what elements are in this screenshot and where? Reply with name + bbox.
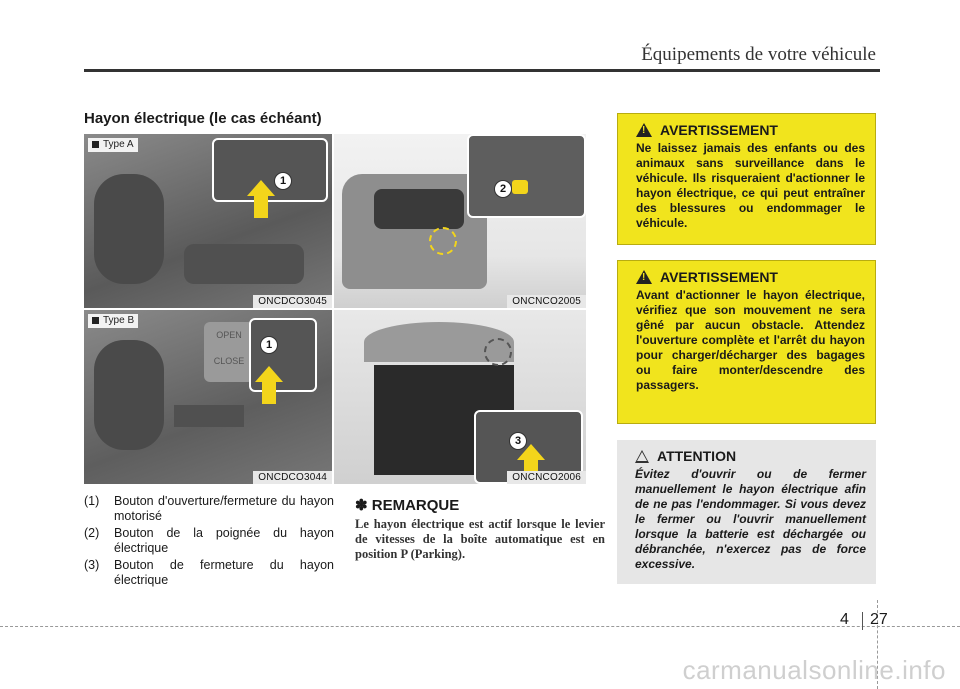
warning-icon (636, 123, 652, 137)
open-label: OPEN (216, 330, 242, 340)
page-header-title: Équipements de votre véhicule (641, 44, 876, 65)
type-b-tag: Type B (88, 314, 138, 328)
footer-rule (0, 626, 960, 627)
header-rule (84, 69, 880, 72)
type-a-tag: Type A (88, 138, 138, 152)
chapter-number: 4 (840, 611, 849, 628)
list-item: (2) Bouton de la poignée du hayon électrique (84, 526, 334, 555)
caution-body: Évitez d'ouvrir ou de fermer manuellement le hayon électrique afin de ne pas l'endommager. Si vous devez le fermer ou l'ouvrir manuellement lorsque la batterie est déchargée ou débranchée, n'exercez pas de force excessive. (635, 467, 866, 571)
close-label: CLOSE (213, 356, 245, 366)
caution-icon (635, 450, 649, 463)
marker-badge: 2 (494, 180, 512, 198)
list-item: (3) Bouton de fermeture du hayon électrique (84, 558, 334, 587)
remark-body: Le hayon électrique est actif lorsque le levier de vitesses de la boîte automatique est en position P (Parking). (355, 517, 605, 561)
page-number: 27 (870, 611, 888, 628)
handle-closeup (467, 134, 586, 218)
marker-badge: 1 (260, 336, 278, 354)
caution-box: ATTENTION Évitez d'ouvrir ou de fermer manuellement le hayon électrique afin de ne pas l'endommager. Si vous devez le fermer ou l'ouvrir manuellement lorsque la batterie est déchargée ou débranchée, n'exercez pas de force excessive. (617, 440, 876, 584)
page-number-divider (862, 612, 863, 630)
warning-body: Avant d'actionner le hayon électrique, vérifiez que son mouvement ne sera gêné par aucun obstacle. Attendez l'ouverture complète et l'arrêt du hayon pour charger/décharger des bagages ou faire monter/descendre des passagers. (636, 288, 865, 392)
legend-list (84, 494, 334, 590)
figure-code: ONCNCO2006 (507, 471, 586, 484)
watermark: carmanualsonline.info (682, 655, 946, 685)
warning-box-1: ! AVERTISSEMENT Ne laissez jamais des enfants ou des animaux sans surveillance dans le véhicule. Ils risqueraient d'actionner le hayon électrique, ce qui peut entraîner des blessures ou endommager le véhicule. (617, 113, 876, 245)
remark-title: ✽ REMARQUE (355, 497, 460, 514)
warning-box-2: ! AVERTISSEMENT Avant d'actionner le hayon électrique, vérifiez que son mouvement ne sera gêné par aucun obstacle. Attendez l'ouverture complète et l'arrêt du hayon pour charger/décharger des bagages ou faire monter/descendre des passagers. (617, 260, 876, 424)
figure-code: ONCDCO3044 (253, 471, 332, 484)
warning-icon (636, 270, 652, 284)
marker-badge: 1 (274, 172, 292, 190)
figure-code: ONCDCO3045 (253, 295, 332, 308)
list-item: (1) Bouton d'ouverture/fermeture du hayon motorisé (84, 494, 334, 523)
figure-code: ONCNCO2005 (507, 295, 586, 308)
figure-type-a-interior (84, 134, 332, 308)
section-title: Hayon électrique (le cas échéant) (84, 110, 322, 127)
warning-body: Ne laissez jamais des enfants ou des animaux sans surveillance dans le véhicule. Ils risqueraient d'actionner le hayon électrique, ce qui peut entraîner des blessures ou endommager le véhicule. (636, 141, 865, 230)
marker-badge: 3 (509, 432, 527, 450)
figure-vehicle-rear (334, 134, 586, 308)
figure-type-b-interior (84, 310, 332, 484)
figure-open-tailgate (334, 310, 586, 484)
